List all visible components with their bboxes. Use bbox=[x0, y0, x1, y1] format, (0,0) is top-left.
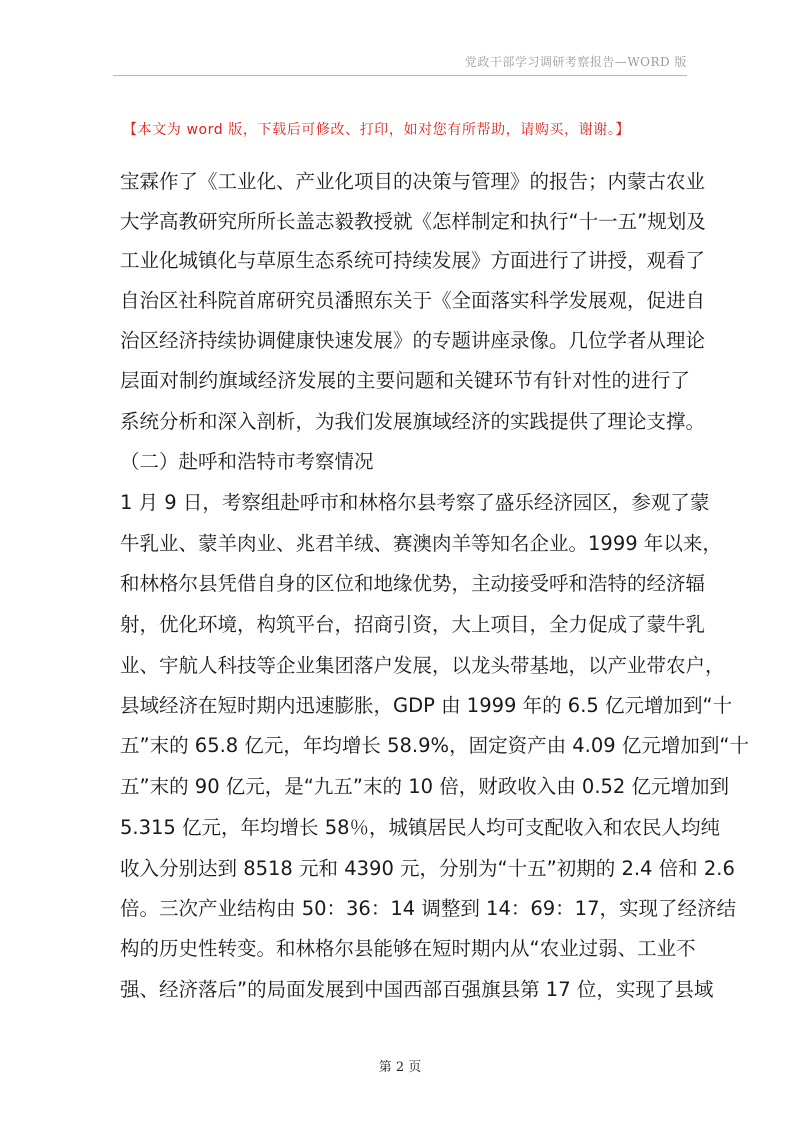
paragraph-line: 县域经济在短时期内迅速膨胀，GDP 由 1999 年的 6.5 亿元增加到“十 bbox=[120, 694, 733, 717]
paragraph-line: 工业化城镇化与草原生态系统可持续发展》方面进行了讲授，观看了 bbox=[120, 249, 706, 272]
running-header-title: 党政干部学习调研考察报告—WORD 版 bbox=[464, 55, 687, 69]
paragraph-line: 和林格尔县凭借自身的区位和地缘优势，主动接受呼和浩特的经济辐 bbox=[120, 572, 706, 595]
paragraph-line: 治区经济持续协调健康快速发展》的专题讲座录像。几位学者从理论 bbox=[120, 329, 706, 352]
paragraph-line: 牛乳业、蒙羊肉业、兆君羊绒、赛澳肉羊等知名企业。1999 年以来， bbox=[120, 532, 722, 555]
paragraph-line: 倍。三次产业结构由 50：36：14 调整到 14：69：17，实现了经济结 bbox=[120, 897, 736, 920]
paragraph-line: 射，优化环境，构筑平台，招商引资，大上项目，全力促成了蒙牛乳 bbox=[120, 613, 706, 636]
paragraph-line: 系统分析和深入剖析，为我们发展旗域经济的实践提供了理论支撑。 bbox=[120, 410, 706, 433]
page-number: 第 2 页 bbox=[378, 1060, 422, 1075]
paragraph-line: 构的历史性转变。和林格尔县能够在短时期内从“农业过弱、工业不 bbox=[120, 937, 696, 960]
paragraph-line: 业、宇航人科技等企业集团落户发展，以龙头带基地，以产业带农户， bbox=[120, 654, 725, 677]
paragraph-line: 1 月 9 日，考察组赴呼市和林格尔县考察了盛乐经济园区，参观了蒙 bbox=[120, 491, 710, 514]
download-notice: 【本文为 word 版，下载后可修改、打印，如对您有所帮助，请购买，谢谢。】 bbox=[123, 122, 631, 138]
paragraph-line: 宝霖作了《工业化、产业化项目的决策与管理》的报告；内蒙古农业 bbox=[120, 170, 706, 193]
section-heading: （二）赴呼和浩特市考察情况 bbox=[120, 450, 374, 473]
paragraph-line: 自治区社科院首席研究员潘照东关于《全面落实科学发展观，促进自 bbox=[120, 289, 706, 312]
paragraph-line: 五”末的 65.8 亿元，年均增长 58.9%，固定资产由 4.09 亿元增加到“十 bbox=[120, 734, 749, 757]
paragraph-line: 五”末的 90 亿元，是“九五”末的 10 倍，财政收入由 0.52 亿元增加到 bbox=[120, 775, 730, 798]
paragraph-line: 5.315 亿元，年均增长 58％，城镇居民人均可支配收入和农民人均纯 bbox=[120, 816, 721, 839]
paragraph-line: 层面对制约旗域经济发展的主要问题和关键环节有针对性的进行了 bbox=[120, 369, 690, 392]
paragraph-line: 大学高教研究所所长盖志毅教授就《怎样制定和执行“十一五”规划及 bbox=[120, 210, 706, 233]
paragraph-line: 收入分别达到 8518 元和 4390 元，分别为“十五”初期的 2.4 倍和 2.6 bbox=[120, 857, 735, 880]
header-divider bbox=[113, 75, 687, 76]
paragraph-line: 强、经济落后”的局面发展到中国西部百强旗县第 17 位，实现了县域 bbox=[120, 978, 714, 1001]
